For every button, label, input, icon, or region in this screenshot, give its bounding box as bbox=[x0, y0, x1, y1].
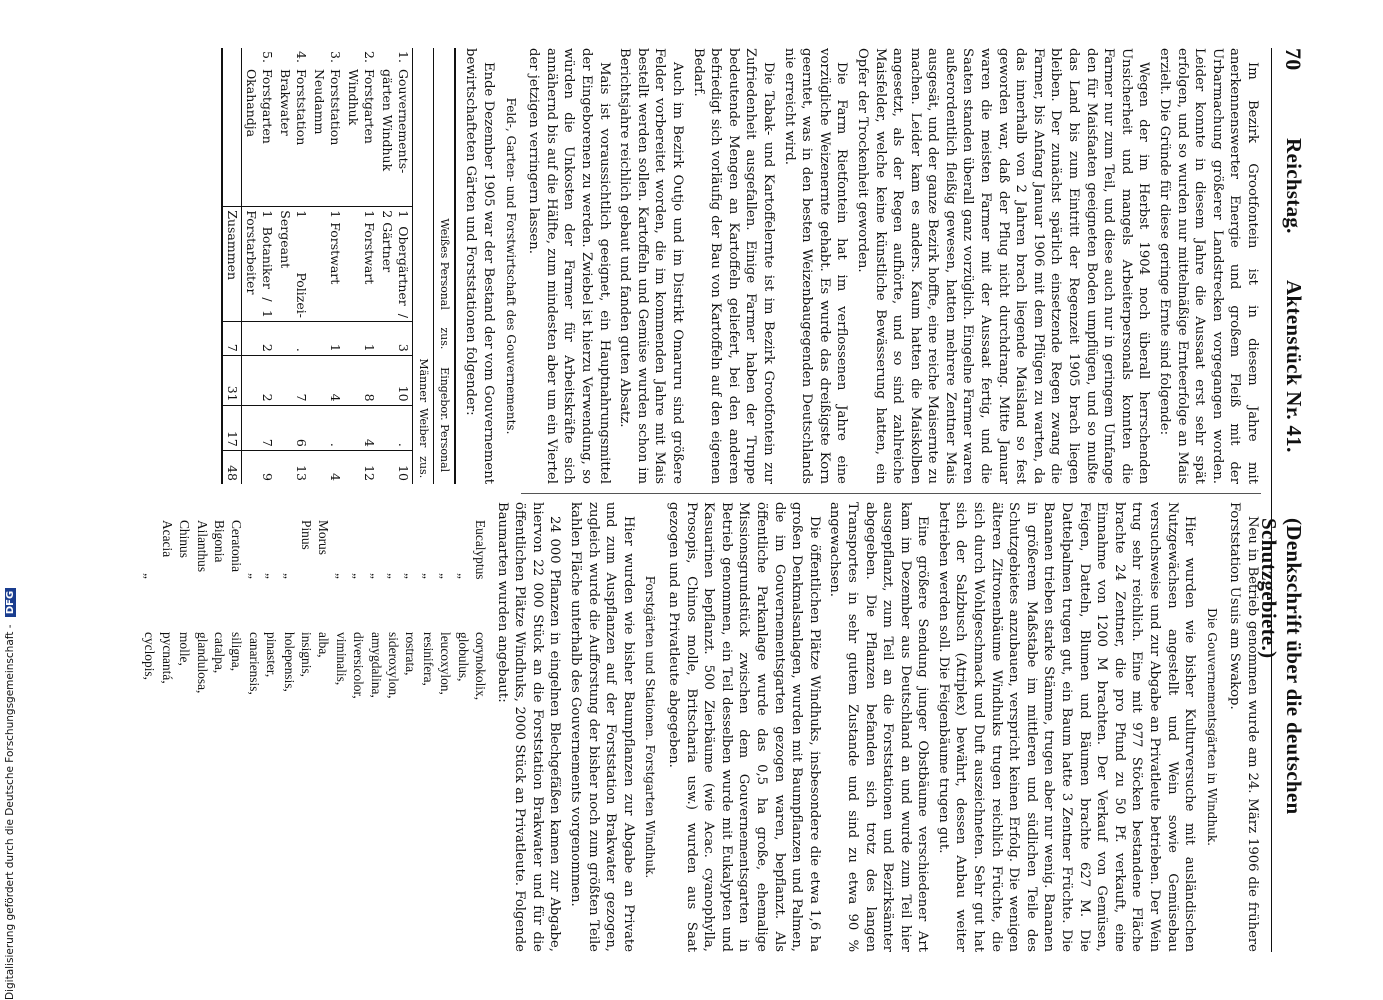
total-blank bbox=[222, 48, 242, 66]
species-list bbox=[141, 520, 489, 952]
species-row bbox=[332, 520, 349, 952]
species-genus: „ bbox=[455, 573, 471, 579]
row-men: 8 bbox=[344, 355, 378, 405]
row-index: 5. bbox=[259, 51, 275, 63]
species-genus: „ bbox=[386, 573, 402, 579]
species-epithet: canariensis, bbox=[246, 632, 262, 695]
header-mid-title: Aktenstück Nr. 41. bbox=[1282, 280, 1306, 453]
species-genus: Ceratonia bbox=[229, 520, 245, 573]
row-name: Forststation Neudamm bbox=[311, 68, 343, 146]
header-right-title: (Denkschrift über die deutschen Schutzgebiete.) bbox=[1257, 518, 1306, 815]
row-name: Forststation Brakwater bbox=[277, 68, 309, 146]
total-white: 7 bbox=[222, 321, 242, 355]
species-row bbox=[298, 520, 315, 952]
species-genus: Bigonia bbox=[211, 520, 227, 563]
total-women: 17 bbox=[222, 405, 242, 450]
row-white-total: 1 bbox=[344, 321, 378, 355]
species-epithet: viminalis, bbox=[333, 632, 349, 686]
row-men: 2 bbox=[241, 355, 276, 405]
species-row bbox=[263, 520, 280, 952]
staff-table bbox=[221, 48, 456, 484]
species-epithet: amygdalina, bbox=[368, 632, 384, 698]
species-genus: „ bbox=[281, 573, 297, 579]
species-epithet: rostrata, bbox=[403, 632, 419, 676]
species-epithet: corynokolix, bbox=[473, 632, 489, 701]
row-women: 4 bbox=[344, 405, 378, 450]
header-left-title: Reichstag. bbox=[1282, 138, 1306, 234]
species-row bbox=[141, 520, 158, 952]
row-personnel: 1 Forstwart bbox=[310, 207, 344, 322]
species-row bbox=[419, 520, 436, 952]
table-row bbox=[241, 48, 276, 484]
species-genus: „ bbox=[438, 573, 454, 579]
section-heading-gardens: Die Gouvernementsgärten in Windhuk. bbox=[1204, 608, 1219, 846]
species-epithet: sideroxylon, bbox=[386, 632, 402, 699]
species-row bbox=[176, 520, 193, 952]
credit-text: Digitalisierung gefördert durch die Deutsche Forschungsgemeinschaft - bbox=[4, 624, 16, 1000]
paragraph: Eine größere Sendung junger Obstbäume verschiedener Art kam im Dezember aus Deutschland an und wurde zum Teil hier ausgepflanzt, zum Teil an die Forststationen und Bezirksämter abgegeben. Die Pflanzen befanden sich trotz des langen Transportes in sehr gutem Zustande und sind zu etwa 90 % angewachsen. bbox=[827, 502, 931, 952]
paragraph: Die öffentlichen Plätze Windhuks, insbesondere die etwa 1,6 ha großen Denkmalsanlagen, wurden mit Baumpflanzen und Palmen, die im Gouvernementsgarten gezogen waren, bepflanzt. Als öffentliche Parkanlage wurde das 0,5 ha große, ehemalige Missionsgrundstück zwischen dem Gouvernementsgarten in Betrieb genommen, ein Teil desselben wurde mit Eukalypten und Kasuarinen bepflanzt. 500 Zierbäume (wie Acac. cyanophylla, Prosopis, Chinos molle, Britscharia usw.) wurden aus Saat gezogen und an Privatleute abgegeben. bbox=[666, 502, 822, 952]
species-row bbox=[158, 520, 175, 952]
species-row bbox=[402, 520, 419, 952]
right-column bbox=[141, 502, 1261, 952]
species-epithet: pycnantá, bbox=[159, 632, 175, 684]
species-genus: Acacia bbox=[159, 520, 175, 558]
species-epithet: globulus, bbox=[455, 632, 471, 682]
row-personnel: 1 Forstwart bbox=[344, 207, 378, 322]
species-genus: Pinus bbox=[299, 520, 314, 550]
species-genus: „ bbox=[142, 573, 158, 579]
total-blank-name bbox=[222, 66, 242, 207]
table-header-white-total: zus. bbox=[433, 321, 455, 355]
species-row bbox=[350, 520, 367, 952]
species-epithet: alba, bbox=[316, 632, 332, 658]
paragraph: 24 000 Pflanzen in eingelnen Blechgefäßen kamen zur Abgabe, hiervon 22 000 Stück an die Forststation Brakwater und für die öffentlichen Plätze Windhuks, 2000 Stück an Privatleute. Folgende Baumarten wurden angebaut: bbox=[494, 502, 563, 952]
row-name: Forstgarten Windhuk bbox=[345, 68, 377, 144]
species-genus: Eucalyptus bbox=[473, 520, 489, 580]
row-women: . bbox=[310, 405, 344, 450]
row-index: 4. bbox=[293, 51, 309, 63]
species-epithet: siligna, bbox=[229, 632, 245, 672]
table-row bbox=[344, 48, 378, 484]
digitization-credit bbox=[4, 0, 26, 1000]
species-row bbox=[367, 520, 384, 952]
paragraph: Die Tabak- und Kartoffelernte ist im Bezirk Grootfontein zur Zufriedenheit ausgefallen. Einige Farmer haben der Truppe bedeutende Mengen an Kartoffeln geliefert, bei den anderen befriedigt sich vorläufig der Bau von Kartoffeln auf den eigenen Bedarf. bbox=[690, 48, 776, 484]
table-header-blank bbox=[433, 48, 455, 207]
species-row bbox=[385, 520, 402, 952]
species-row bbox=[472, 520, 489, 952]
paragraph: Neu in Betrieb genommen wurde am 24. März 1906 die frühere Forststation Usuis am Swakop. bbox=[1227, 502, 1260, 952]
row-men: 4 bbox=[310, 355, 344, 405]
species-epithet: holepensis, bbox=[281, 632, 297, 692]
row-white-total: 1 bbox=[310, 321, 344, 355]
total-all: 48 bbox=[222, 450, 242, 484]
row-total: 12 bbox=[344, 450, 378, 484]
row-women: . bbox=[378, 405, 413, 450]
table-header-men: Männer bbox=[412, 355, 433, 405]
species-genus: „ bbox=[420, 573, 436, 579]
species-genus: „ bbox=[368, 573, 384, 579]
species-row bbox=[211, 520, 228, 952]
row-total: 4 bbox=[310, 450, 344, 484]
row-total: 9 bbox=[241, 450, 276, 484]
paragraph: Hier wurden wie bisher Kulturversuche mit ausländischen Nutzgewächsen angestellt und Wein sowie Gemüsebau versuchsweise und zur Abgabe an Privatleute betrieben. Der Wein trug sehr reichlich. Eine mit 977 Stöcken bestandene Fläche brachte 24 Zentner, die pro Pfund zu 50 Pf. verkauft, eine Einnahme von 1200 M brachten. Der Verkauf von Gemüsen, Feigen, Datteln, Blumen und Bäumen brachte 627 M. Die Dattelpalmen trugen gut, ein Baum hatte 3 Zentner Früchte. Die Bananen trieben starke Stämme, trugen aber nur wenig. Bananen in größerem Maßstabe im mittleren und südlichen Teile des Schutzgebietes anzubauen, verspricht keinen Erfolg. Die wenigen älteren Zitronenbäume Windhuks trugen reichlich Früchte, die sich durch Wohlgeschmack und Duft auszeichneten. Sehr gut hat sich der Salzbusch (Atriplex) bewährt, dessen Anbau weiter betrieben werden soll. Die Feigenbäume trugen gut. bbox=[935, 502, 1198, 952]
paragraph: Wegen der im Herbst 1904 noch überall herrschenden Unsicherheit und mangels Arbeiterpersonals konnten die Farmer nur zum Teil, und diese auch nur in geringem Umfange den für Maisfaaten geeigneten Boden umpflügen, und so mußte das Land bis zum Eintritt der Regenzeit 1905 brach liegen bleiben. Der zunächst spärlich einsetzende Regen zwang die Farmer, bis Anfang Januar 1906 mit dem Pflügen zu warten, da das innerhalb von 2 Jahren brach liegende Maisland so fest geworden war, daß der Pflug nicht durchdrang. Mitte Januar waren die meisten Farmer mit der Aussaat fertig, und die Saaten standen überall ganz vorzüglich. Eingelne Farmer waren außerordentlich fleißig gewesen, hatten mehrere Zentner Mais ausgesät, und der ganze Bezirk hoffte, eine reiche Maisernte zu machen. Leider kam es anders. Kaum hatten die Maiskolben angesetzt, als der Regen aufhörte, und so sind zahlreiche Maisfelder, welche keine künstliche Bewässerung hatten, ein Opfer der Trockenheit geworden. bbox=[854, 48, 1152, 484]
species-genus: „ bbox=[333, 573, 349, 579]
row-white-total: 2 bbox=[241, 321, 276, 355]
row-index: 1. bbox=[395, 51, 411, 63]
row-name: Forstgarten Okahandja bbox=[243, 68, 275, 144]
row-women: 6 bbox=[276, 405, 310, 450]
species-row bbox=[228, 520, 245, 952]
paragraph: Im Bezirk Grootfontein ist in diesem Jahre mit anerkennenswerter Energie und großem Fleiß mit der Urbarmachung größerer Landstrecken vorgegangen worden. Leider konnte in diesem Jahre die Aussaat erst sehr spät erfolgen, und so wurden nur mittelmäßige Ernteerfolge an Mais erzielt. Die Gründe für diese geringe Ernte sind folgende: bbox=[1157, 48, 1260, 484]
species-row bbox=[193, 520, 210, 952]
species-genus: „ bbox=[403, 573, 419, 579]
species-genus: Morus bbox=[316, 520, 332, 555]
row-men: 10 bbox=[378, 355, 413, 405]
species-epithet: molle, bbox=[177, 632, 193, 666]
paragraph: Hier wurden wie bisher Baumpflanzen zur Abgabe an Private und zum Auspflanzen auf der Forststation Brakwater gezogen, zugleich wurde die Aufforstung der bisher noch zum größten Teile kahlen Fläche unterhalb des Gouvernements vorgenommen. bbox=[568, 502, 636, 952]
row-personnel: 1 Botaniker / 1 Forstarbeiter bbox=[241, 207, 276, 322]
table-header-white-personnel: Weißes Personal bbox=[433, 207, 455, 322]
paragraph: Mais ist voraussichtlich geeignet, ein Hauptnahrungsmittel der Eingeborenen zu werden. Zwiebel ist hierzu Verwendung, so würden die Unkosten der Farmer für Arbeitskräfte sich annähernd bis auf die Hälfte, zum mindesten aber um ein Viertel der jetzigen verringern lassen. bbox=[526, 48, 612, 484]
table-total-row bbox=[222, 48, 242, 484]
species-epithet: pinaster, bbox=[264, 632, 280, 678]
species-row bbox=[454, 520, 471, 952]
table-row bbox=[378, 48, 413, 484]
table-row bbox=[310, 48, 344, 484]
left-column bbox=[221, 48, 1261, 484]
row-women: 7 bbox=[241, 405, 276, 450]
row-personnel: 1 Polizei-Sergeant bbox=[276, 207, 310, 322]
row-name: Gouvernements-gärten Windhuk bbox=[379, 68, 411, 174]
species-epithet: leucoxylon, bbox=[438, 632, 454, 695]
table-header-women: Weiber bbox=[412, 405, 433, 450]
species-genus: „ bbox=[264, 573, 280, 579]
species-epithet: cyclopis, bbox=[142, 632, 158, 680]
row-personnel: 1 Obergärtner / 2 Gärtner bbox=[378, 207, 413, 322]
section-subheading: Feld-, Garten- und Forstwirtschaft des Gouvernements. bbox=[503, 97, 518, 435]
species-row bbox=[437, 520, 454, 952]
row-white-total: 3 bbox=[378, 321, 413, 355]
page-header bbox=[1257, 48, 1308, 952]
row-total: 10 bbox=[378, 450, 413, 484]
section-heading-forest: Forstgärten und Stationen. Forstgarten Windhuk. bbox=[643, 575, 658, 879]
species-epithet: diversicolor, bbox=[351, 632, 367, 699]
species-row bbox=[280, 520, 297, 952]
species-epithet: resinifera, bbox=[420, 632, 436, 686]
table-row bbox=[276, 48, 310, 484]
species-row bbox=[245, 520, 262, 952]
species-epithet: insignis, bbox=[299, 632, 314, 678]
column-divider bbox=[521, 493, 1261, 494]
page-number: 70 bbox=[1281, 48, 1306, 71]
row-men: 7 bbox=[276, 355, 310, 405]
species-genus: Ailanthus bbox=[194, 520, 210, 573]
table-subheader-blank bbox=[412, 48, 433, 355]
row-total: 13 bbox=[276, 450, 310, 484]
total-men: 31 bbox=[222, 355, 242, 405]
species-epithet: glandulosa, bbox=[194, 632, 210, 694]
species-genus: „ bbox=[246, 573, 262, 579]
species-epithet: catalpa, bbox=[211, 632, 227, 674]
table-header-native-total: zus. bbox=[412, 450, 433, 484]
dfg-logo: DFG bbox=[5, 588, 16, 617]
paragraph: Auch im Bezirk Outjo und im Distrikt Omaruru sind größere Felder vorbereitet worden, die im kommenden Jahre mit Mais bestellt werden sollen. Kartoffeln und Gemüse wurden schon im Berichtsjahre reichlich gebaut und fanden guten Absatz. bbox=[617, 48, 685, 484]
row-index: 2. bbox=[361, 51, 377, 63]
paragraph: Die Farm Rietfontein hat im verflossenen Jahre eine vorzügliche Weizenernte gehabt. Es wurde das dreißigste Korn geerntet, was in den besten Weizenbaugegenden Deutschlands nie erreicht wird. bbox=[781, 48, 850, 484]
species-genus: Chinus bbox=[177, 520, 193, 558]
species-genus: „ bbox=[351, 573, 367, 579]
species-row bbox=[315, 520, 332, 952]
table-header-native-personnel: Eingebor. Personal bbox=[433, 355, 455, 484]
row-index: 3. bbox=[327, 51, 343, 63]
paragraph: Ende Dezember 1905 war der Bestand der vom Gouvernement bewirtschafteten Gärten und Forststationen folgender: bbox=[463, 48, 497, 484]
row-white-total: . bbox=[276, 321, 310, 355]
total-label: Zusammen bbox=[222, 207, 242, 322]
